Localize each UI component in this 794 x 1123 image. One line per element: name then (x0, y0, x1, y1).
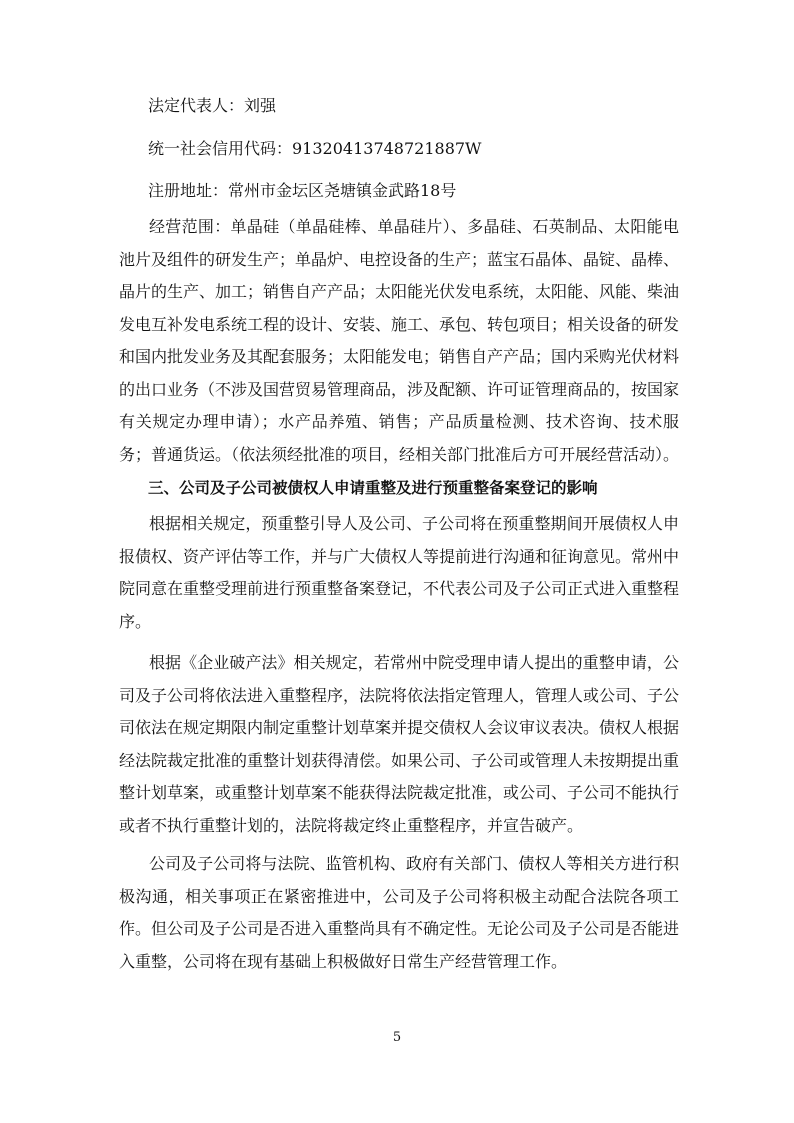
registered-address: 注册地址：常州市金坛区尧塘镇金武路18号 (148, 181, 457, 200)
section-heading: 三、公司及子公司被债权人申请重整及进行预重整备案登记的影响 (148, 479, 598, 497)
legal-representative: 法定代表人：刘强 (148, 96, 277, 115)
page-number: 5 (392, 1030, 402, 1045)
paragraph-pre-reorganization: 根据相关规定，预重整引导人及公司、子公司将在预重整期间开展债权人申报债权、资产评估等工作，并与广大债权人等提前进行沟通和征询意见。常州中院同意在重整受理前进行预重整备案登记，不代表公司及子公司正式进入重整程序。 (119, 514, 680, 631)
business-scope: 经营范围：单晶硅（单晶硅棒、单晶硅片）、多晶硅、石英制品、太阳能电池片及组件的研发生产；单晶炉、电控设备的生产；蓝宝石晶体、晶锭、晶棒、晶片的生产、加工；销售自产产品；太阳能光伏发电系统，太阳能、风能、柴油发电互补发电系统工程的设计、安装、施工、承包、转包项目；相关设备的研发和国内批发业务及其配套服务；太阳能发电；销售自产产品；国内采购光伏材料的出口业务（不涉及国营贸易管理商品，涉及配额、许可证管理商品的，按国家有关规定办理申请）；水产品养殖、销售；产品质量检测、技术咨询、技术服务；普通货运。（依法须经批准的项目，经相关部门批准后方可开展经营活动）。 (119, 217, 680, 464)
credit-code: 统一社会信用代码：91320413748721887W (148, 139, 482, 158)
paragraph-bankruptcy-law: 根据《企业破产法》相关规定，若常州中院受理申请人提出的重整申请，公司及子公司将依法进入重整程序，法院将依法指定管理人，管理人或公司、子公司依法在规定期限内制定重整计划草案并提交债权人会议审议表决。债权人根据经法院裁定批准的重整计划获得清偿。如果公司、子公司或管理人未按期提出重整计划草案，或重整计划草案不能获得法院裁定批准，或公司、子公司不能执行或者不执行重整计划的，法院将裁定终止重整程序，并宣告破产。 (119, 653, 680, 835)
paragraph-communication: 公司及子公司将与法院、监管机构、政府有关部门、债权人等相关方进行积极沟通，相关事项正在紧密推进中，公司及子公司将积极主动配合法院各项工作。但公司及子公司是否进入重整尚具有不确定性。无论公司及子公司是否能进入重整，公司将在现有基础上积极做好日常生产经营管理工作。 (119, 854, 680, 971)
